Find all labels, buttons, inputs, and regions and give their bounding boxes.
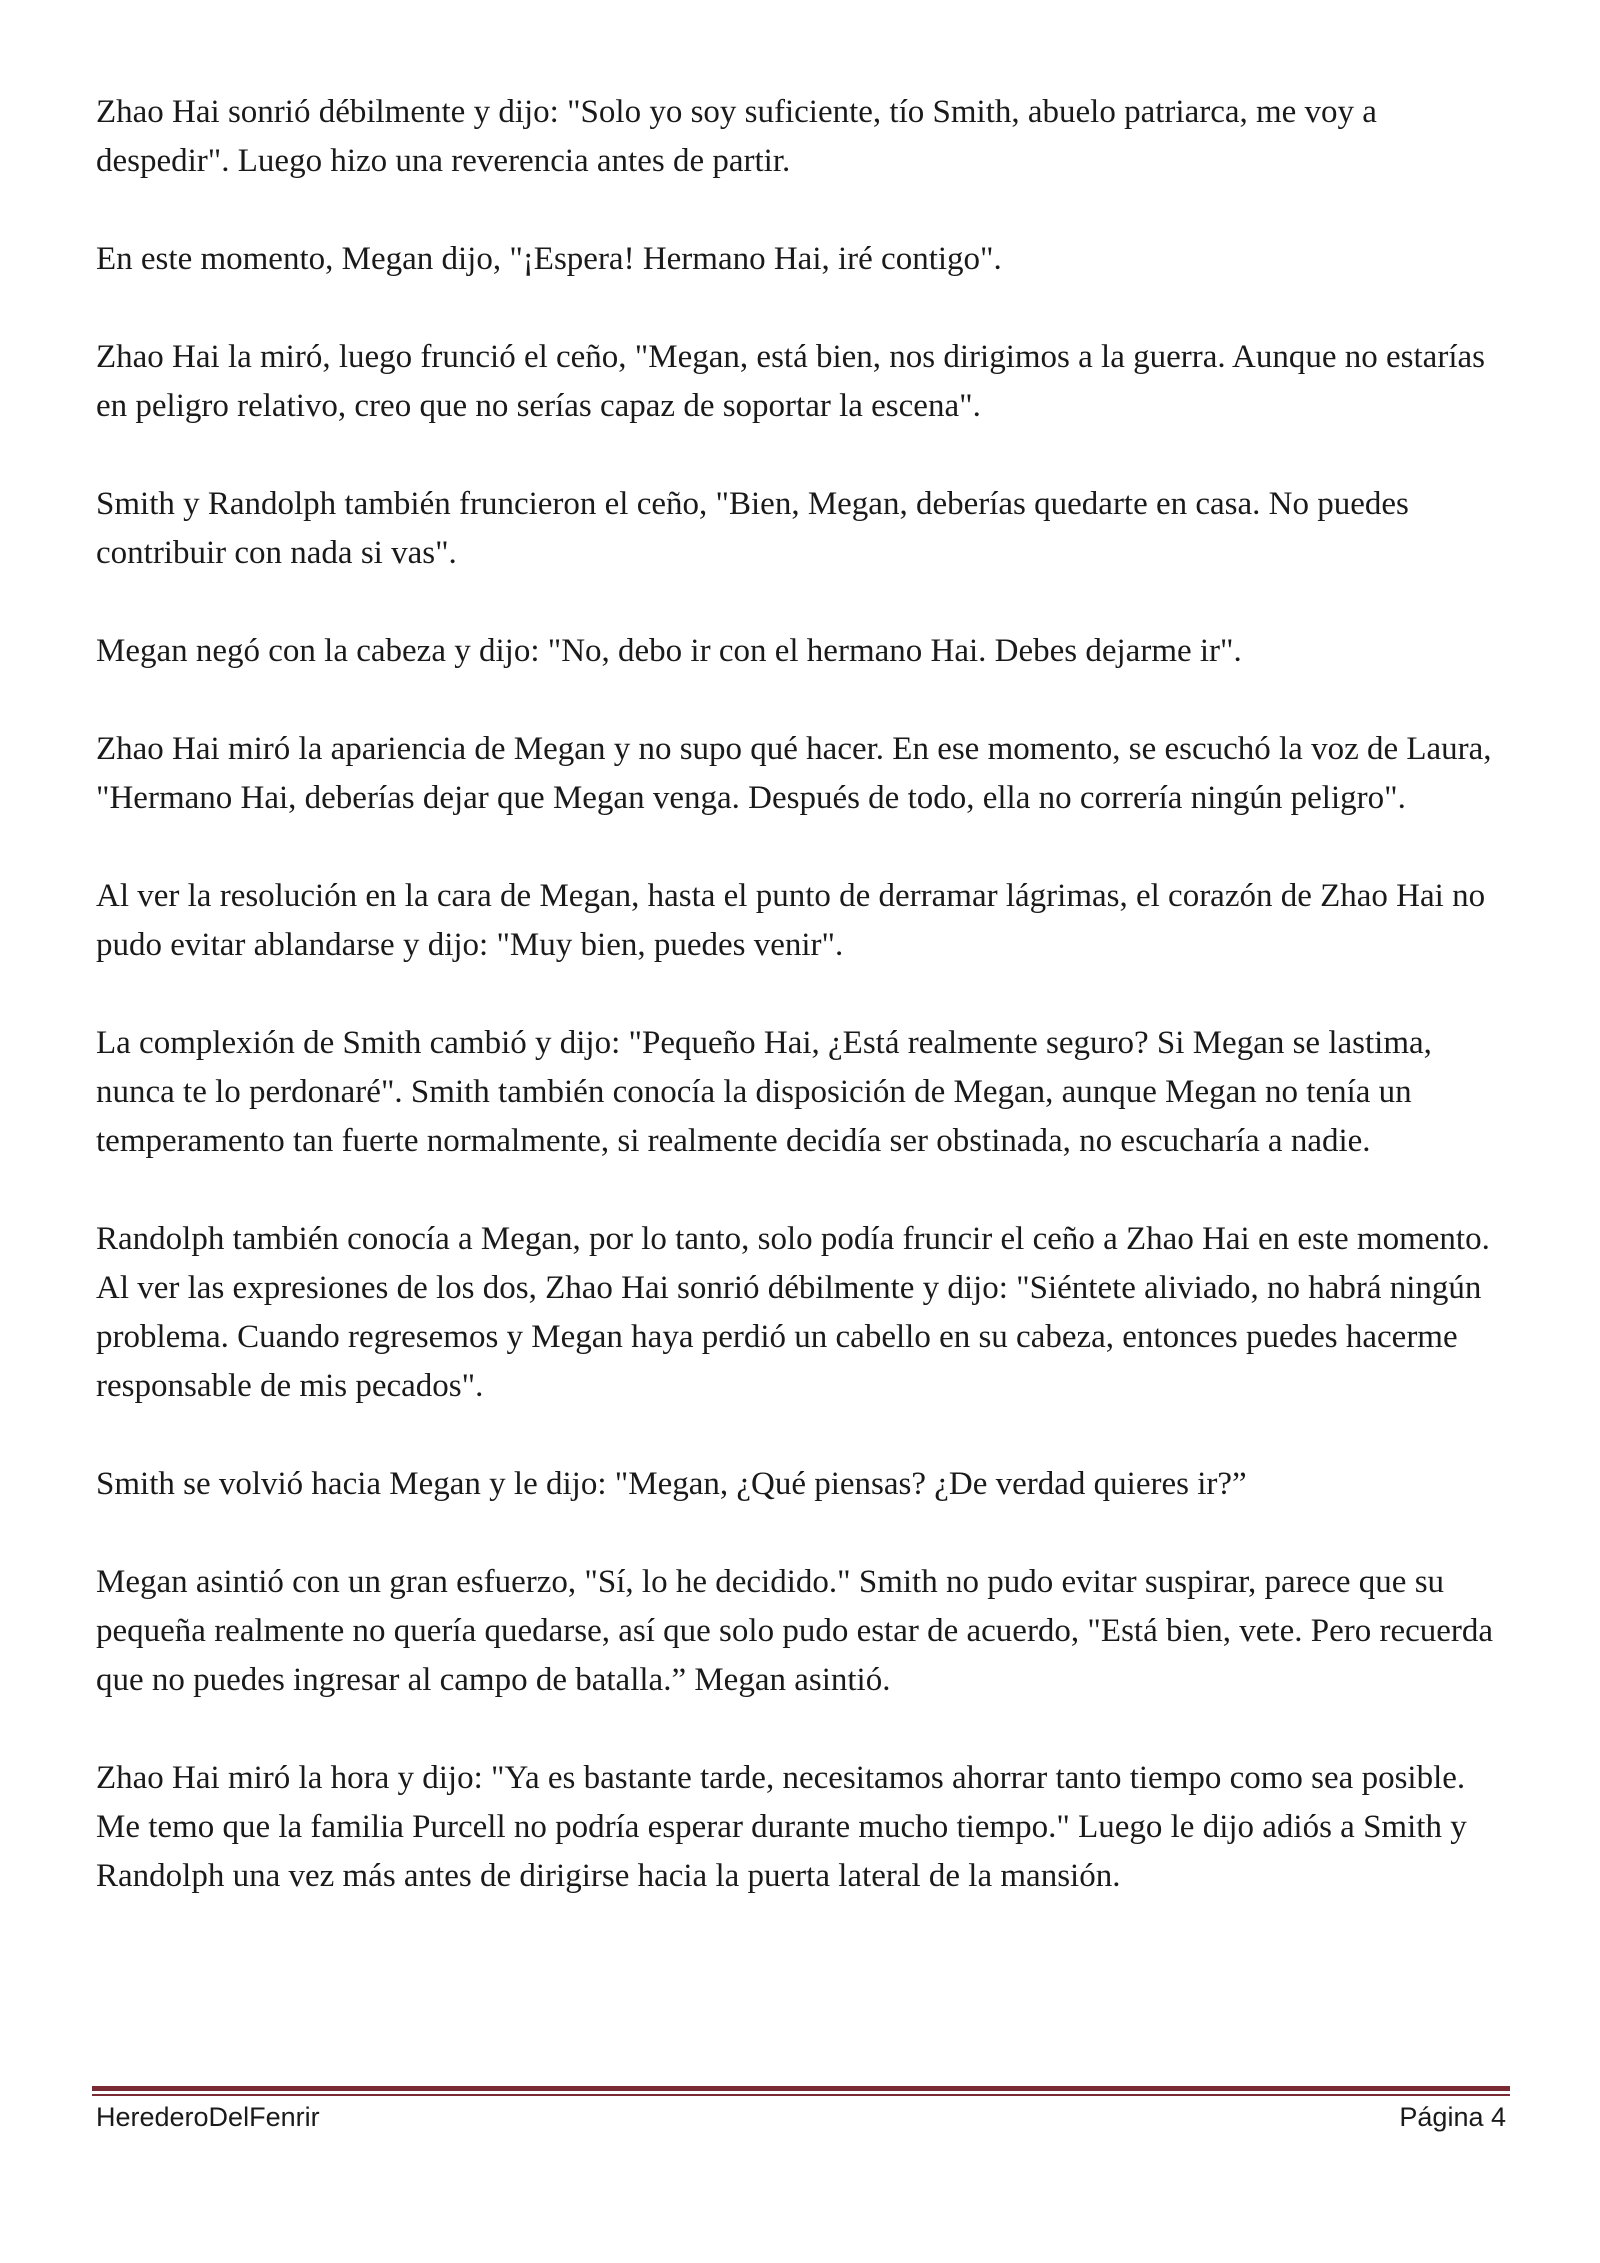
paragraph: Smith se volvió hacia Megan y le dijo: "Megan, ¿Qué piensas? ¿De verdad quieres ir?”: [96, 1466, 1247, 1502]
paragraph: Megan negó con la cabeza y dijo: "No, debo ir con el hermano Hai. Debes dejarme ir".: [96, 633, 1242, 669]
paragraph: Al ver la resolución en la cara de Megan, hasta el punto de derramar lágrimas, el corazón de Zhao Hai no pudo evitar ablandarse y dijo: "Muy bien, puedes venir".: [96, 878, 1486, 963]
paragraph: Zhao Hai la miró, luego frunció el ceño, "Megan, está bien, nos dirigimos a la guerra. Aunque no estarías en peligro relativo, creo que no serías capaz de soportar la escena".: [96, 339, 1485, 424]
footer-author: HerederoDelFenrir: [96, 2102, 320, 2132]
paragraph: Zhao Hai miró la apariencia de Megan y no supo qué hacer. En ese momento, se escuchó la voz de Laura, "Hermano Hai, deberías dejar que Megan venga. Después de todo, ella no correría ningún peligro".: [96, 731, 1492, 816]
paragraph: Megan asintió con un gran esfuerzo, "Sí, lo he decidido." Smith no pudo evitar suspirar, parece que su pequeña realmente no quería quedarse, así que solo pudo estar de acuerdo, "Está bien, vete. Pero recuerda que no puedes ingresar al campo de batalla.” Megan asintió.: [96, 1564, 1494, 1698]
footer-divider: [92, 2086, 1510, 2095]
footer-divider-thick: [92, 2086, 1510, 2091]
body-text: [96, 88, 1506, 1950]
paragraph: La complexión de Smith cambió y dijo: "Pequeño Hai, ¿Está realmente seguro? Si Megan se lastima, nunca te lo perdonaré". Smith también conocía la disposición de Megan, aunque Megan no tenía un temperamento tan fuerte normalmente, si realmente decidía ser obstinada, no escucharía a nadie.: [96, 1025, 1432, 1159]
footer-divider-thin: [92, 2094, 1510, 2096]
footer-page-number: Página 4: [1399, 2102, 1506, 2132]
paragraph: Zhao Hai sonrió débilmente y dijo: "Solo yo soy suficiente, tío Smith, abuelo patriarca, me voy a despedir". Luego hizo una reverencia antes de partir.: [96, 94, 1377, 179]
paragraph: Randolph también conocía a Megan, por lo tanto, solo podía fruncir el ceño a Zhao Hai en este momento. Al ver las expresiones de los dos, Zhao Hai sonrió débilmente y dijo: "Siéntete aliviado, no habrá ningún problema. Cuando regresemos y Megan haya perdió un cabello en su cabeza, entonces puedes hacerme responsable de mis pecados".: [96, 1221, 1490, 1404]
paragraph: En este momento, Megan dijo, "¡Espera! Hermano Hai, iré contigo".: [96, 241, 1002, 277]
page-footer: [96, 2102, 1506, 2142]
paragraph: Smith y Randolph también fruncieron el ceño, "Bien, Megan, deberías quedarte en casa. No puedes contribuir con nada si vas".: [96, 486, 1409, 571]
paragraph: Zhao Hai miró la hora y dijo: "Ya es bastante tarde, necesitamos ahorrar tanto tiempo como sea posible. Me temo que la familia Purcell no podría esperar durante mucho tiempo." Luego le dijo adiós a Smith y Randolph una vez más antes de dirigirse hacia la puerta lateral de la mansión.: [96, 1760, 1467, 1894]
